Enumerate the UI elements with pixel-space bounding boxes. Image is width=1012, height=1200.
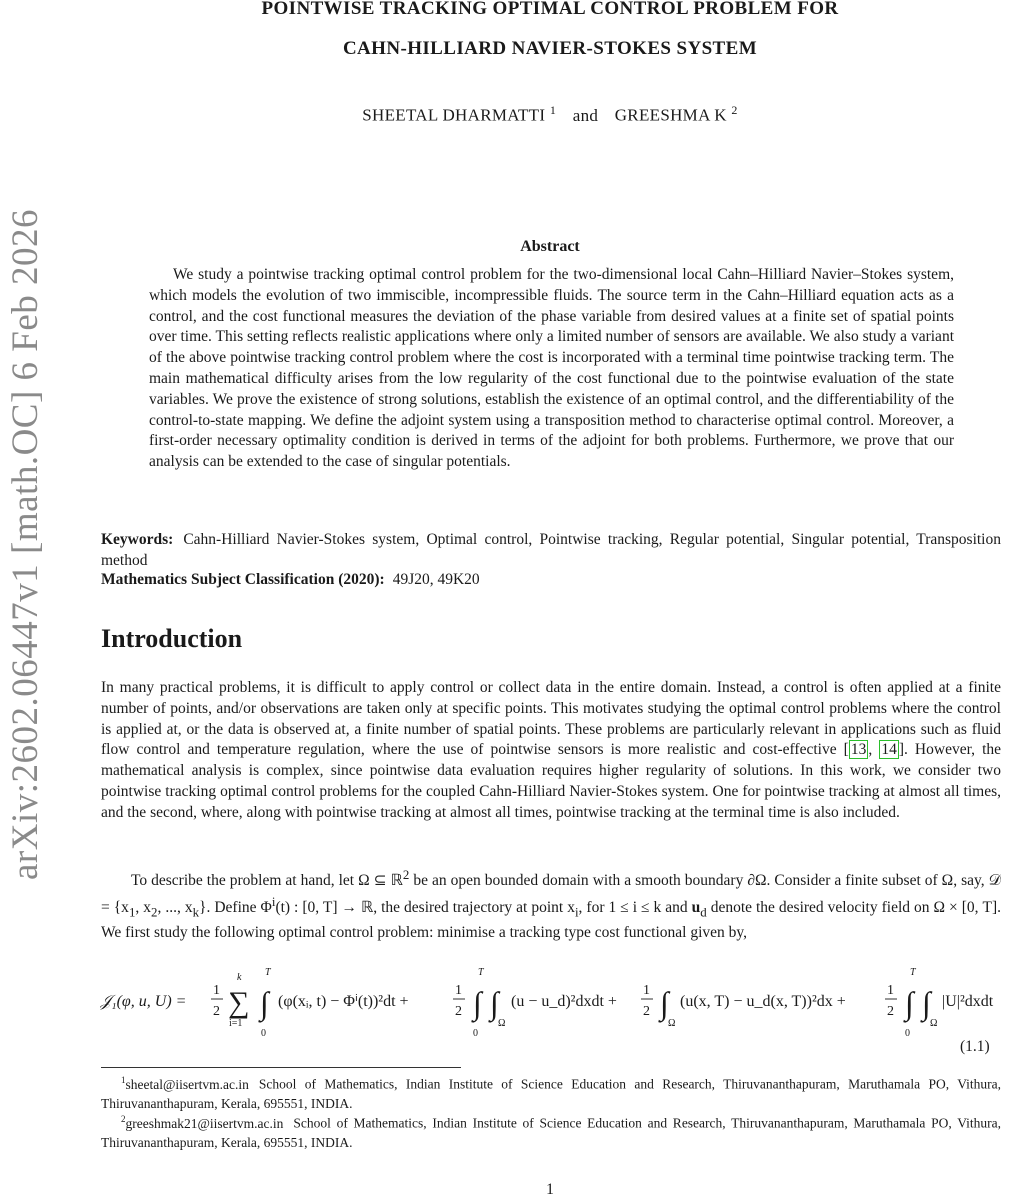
para1-text-b: ]. However, the mathematical analysis is complex, since pointwise data evaluation requires higher regularity of solutions. In this work, we consider two pointwise tracking optimal control problems for the coupled Cahn-Hilliard Navier-Stokes system. One for pointwise tracking at almost all times, and the second, where, along with pointwise tracking at almost all times, pointwise tracking at the terminal time is also included.	[101, 741, 1002, 821]
author-1-affil: 1	[549, 103, 557, 117]
integral-lower-limit: 0	[905, 1028, 910, 1038]
para2-sub: 1	[128, 904, 136, 920]
para2-text: }. Define Φ	[199, 899, 272, 917]
integral-sign: ∫	[260, 985, 269, 1021]
velocity-symbol: u	[691, 899, 701, 917]
author-list	[100, 103, 1000, 126]
cost-functional-equation	[100, 966, 1012, 1038]
para2-text: , x	[135, 899, 152, 917]
fraction-numerator: 1	[455, 983, 462, 998]
integral-sign: ∫	[922, 985, 931, 1021]
para2-sup: 2	[402, 867, 410, 882]
section-title-introduction: Introduction	[101, 624, 243, 653]
fraction-denominator: 2	[887, 1004, 894, 1019]
arxiv-identifier-stamp	[0, 180, 52, 880]
equation-number: (1.1)	[960, 1038, 990, 1055]
para2-sub: i	[574, 904, 579, 920]
summation-sign: ∑	[228, 986, 250, 1019]
para2-sub: k	[192, 904, 200, 920]
equation-lhs: 𝒥₁(φ, u, U) =	[100, 993, 187, 1010]
para2-text: To describe the problem at hand, let Ω ⊆ ℝ	[131, 872, 403, 890]
paper-title-line-2: CAHN-HILLIARD NAVIER-STOKES SYSTEM	[342, 38, 758, 59]
integral-sign: ∫	[660, 985, 669, 1021]
keywords-label: Keywords:	[101, 531, 174, 548]
equation-term-1: (φ(xᵢ, t) − Φⁱ(t))²dt +	[278, 993, 409, 1010]
abstract-text: We study a pointwise tracking optimal control problem for the two-dimensional local Cahn–Hilliard Navier–Stokes system, which models the evolution of two immiscible, incompressible fluids. The source term in the Cahn–Hilliard equation acts as a control, and the cost functional measures the deviation of the phase variable from desired values at a finite set of spatial points over time. This setting reflects realistic applications where only a limited number of sensors are available. We also study a variant of the above pointwise tracking control problem where the cost is incorporated with a terminal time pointwise tracking term. The main mathematical difficulty arises from the low regularity of the cost functional due to the pointwise evaluation of the state variables. We prove the existence of strong solutions, establish the existence of an optimal control, and the differentiability of the control-to-state mapping. We define the adjoint system using a transposition method to characterise optimal control. Moreover, a first-order necessary optimality condition is derived in terms of the adjoint for both problems. Furthermore, we prove that our analysis can be extended to the case of singular potentials.	[149, 266, 954, 471]
page-number: 1	[546, 1181, 554, 1198]
msc-classification	[101, 571, 1001, 589]
para2-sub: 2	[151, 904, 158, 920]
equation-term-3: (u(x, T) − u_d(x, T))²dx +	[680, 993, 846, 1010]
keywords-text: Cahn-Hilliard Navier-Stokes system, Optimal control, Pointwise tracking, Regular potential, Singular potential, Transposition method	[101, 531, 1001, 569]
para2-text: , for 1 ≤ i ≤ k and	[578, 899, 692, 917]
integral-domain-omega: Ω	[498, 1018, 506, 1029]
footnote-affiliation: School of Mathematics, Indian Institute of Science Education and Research, Thiruvananthapuram, Maruthamala PO, Vithura, Thiruvananthapuram, Kerala, 695551, INDIA.	[101, 1076, 1001, 1111]
para1-text-a: In many practical problems, it is difficult to apply control or collect data in the entire domain. Instead, a control is often applied at a finite number of points, and/or observations are taken only at specific points. This motivates studying the optimal control problems where the control is applied at, or the data is observed at, a finite number of spatial points. These problems are particularly relevant in applications such as fluid flow control and temperature regulation, where the use of pointwise sensors is more realistic and cost-effective [	[101, 679, 1001, 759]
integral-lower-limit: 0	[473, 1028, 478, 1038]
fraction-numerator: 1	[887, 983, 894, 998]
integral-domain-omega: Ω	[668, 1018, 676, 1029]
intro-paragraph-2	[101, 865, 1001, 944]
integral-sign: ∫	[473, 985, 482, 1021]
arxiv-id-text: arXiv:2602.06447v1 [math.OC] 6 Feb 2026	[5, 208, 46, 880]
para2-text: (t) : [0, T] → ℝ, the desired trajectory at point x	[275, 899, 575, 917]
abstract-heading: Abstract	[520, 238, 580, 255]
para2-text: denote the desired velocity field on Ω × [0, T]. We first study the following optimal control problem: minimise a tracking type cost functional given by,	[101, 899, 1002, 941]
fraction-numerator: 1	[213, 983, 220, 998]
footnote-divider	[101, 1067, 461, 1068]
integral-domain-omega: Ω	[930, 1018, 938, 1029]
para2-text: , ..., x	[157, 899, 193, 917]
integral-lower-limit: 0	[261, 1028, 266, 1038]
paper-title-line-1: POINTWISE TRACKING OPTIMAL CONTROL PROBLEM FOR	[261, 0, 839, 19]
para2-sub: d	[700, 904, 707, 920]
footnote-2	[101, 1110, 1001, 1152]
equation-term-4: |U|²dxdt	[942, 993, 994, 1010]
msc-codes: 49J20, 49K20	[392, 571, 480, 588]
para2-text: be an open bounded domain with a smooth boundary ∂Ω. Consider a finite subset of Ω, say, 𝒟 = {x	[101, 872, 1001, 917]
author-conjunction: and	[572, 105, 599, 125]
integral-upper-limit: T	[478, 967, 484, 978]
fraction-denominator: 2	[643, 1004, 650, 1019]
citation-link[interactable]: 13	[850, 741, 867, 759]
footnote-marker: 2	[121, 1114, 126, 1124]
integral-upper-limit: T	[910, 967, 916, 978]
msc-label: Mathematics Subject Classification (2020):	[101, 571, 385, 588]
author-1: SHEETAL DHARMATTI	[362, 105, 546, 125]
fraction-denominator: 2	[213, 1004, 220, 1019]
sum-lower-limit: i=1	[229, 1018, 243, 1029]
integral-sign: ∫	[490, 985, 499, 1021]
citation-link[interactable]: 14	[881, 741, 897, 759]
footnote-email[interactable]: sheetal@iisertvm.ac.in	[125, 1076, 249, 1092]
fraction-numerator: 1	[643, 983, 650, 998]
footnote-marker: 1	[121, 1075, 126, 1085]
footnote-email[interactable]: greeshmak21@iisertvm.ac.in	[125, 1115, 284, 1131]
sum-upper-limit: k	[237, 972, 242, 983]
citation-separator: ,	[868, 741, 880, 759]
keywords	[101, 530, 1001, 571]
footnote-1	[101, 1071, 1001, 1113]
integral-sign: ∫	[905, 985, 914, 1021]
author-2: GREESHMA K	[614, 105, 727, 125]
author-2-affil: 2	[731, 103, 738, 117]
integral-upper-limit: T	[265, 967, 271, 978]
para2-sup: i	[271, 893, 276, 909]
footnote-affiliation: School of Mathematics, Indian Institute of Science Education and Research, Thiruvananthapuram, Maruthamala PO, Vithura, Thiruvananthapuram, Kerala, 695551, INDIA.	[101, 1115, 1001, 1150]
equation-term-2: (u − u_d)²dxdt +	[511, 993, 617, 1010]
fraction-denominator: 2	[455, 1004, 462, 1019]
intro-paragraph-1	[101, 678, 1001, 824]
